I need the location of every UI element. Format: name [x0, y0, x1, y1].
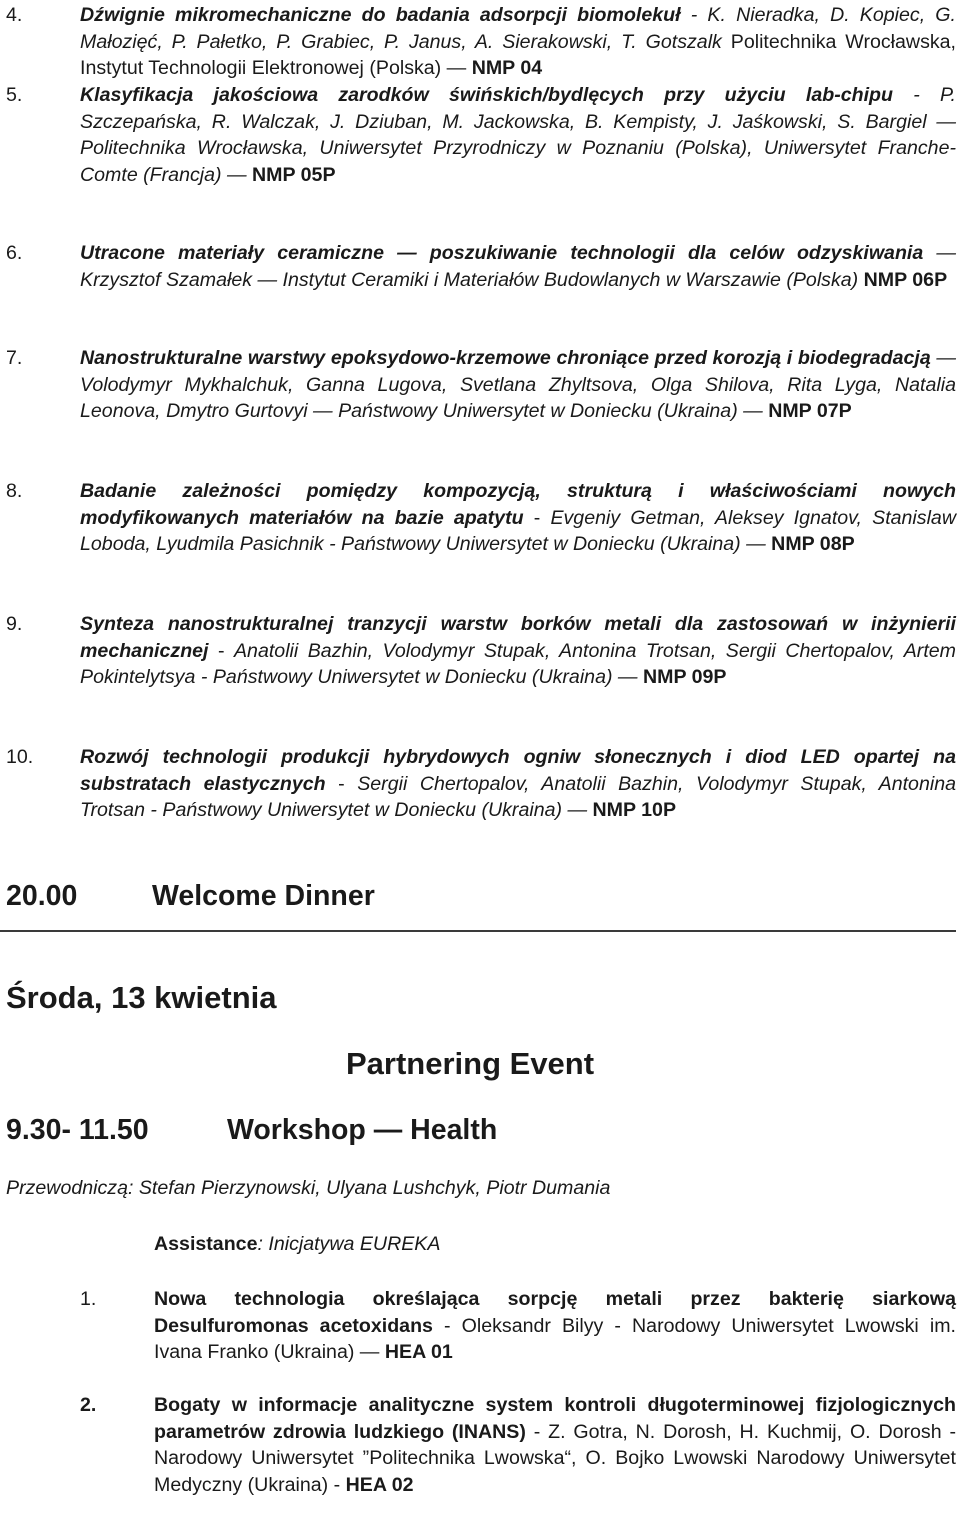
chairs-line: Przewodniczą: Stefan Pierzynowski, Ulyana Lushchyk, Piotr Dumania — [6, 1177, 611, 1199]
item-number: 5. — [6, 84, 23, 106]
item-code: HEA 01 — [384, 1341, 453, 1363]
list-item — [6, 611, 956, 691]
assistance-label: Assistance — [154, 1233, 258, 1255]
item-number: 6. — [6, 242, 23, 264]
item-affiliation: - Państwowy Uniwersytet w Doniecku (Ukraina) — — [144, 799, 593, 821]
dinner-time: 20.00 — [6, 880, 78, 912]
divider — [0, 930, 956, 932]
item-code: NMP 07P — [768, 400, 852, 422]
list-item — [6, 82, 956, 188]
item-code: NMP 10P — [592, 799, 677, 821]
dinner-label: Welcome Dinner — [152, 880, 375, 912]
item-affiliation: — Instytut Ceramiki i Materiałów Budowlanych w Warszawie (Polska) — [252, 268, 864, 291]
item-affiliation: - Państwowy Uniwersytet w Doniecku (Ukraina) — — [323, 533, 772, 555]
item-affiliation: Politechnika Wrocławska, Instytut Technologii Elektronowej (Polska) — — [80, 30, 956, 79]
item-title: Synteza nanostrukturalnej tranzycji warstw borków metali dla zastosowań w inżynierii mechanicznej — [80, 613, 956, 662]
item-code: NMP 05P — [252, 163, 336, 186]
dinner-heading — [6, 880, 375, 913]
item-number: 7. — [6, 347, 23, 369]
item-affiliation: - Państwowy Uniwersytet w Doniecku (Ukraina) — — [195, 666, 643, 688]
item-title: Nowa technologia określająca sorpcję metali przez bakterię siarkową Desulfuromonas acetoxidans — [154, 1288, 956, 1337]
assistance-line — [154, 1233, 440, 1256]
item-sep: - — [208, 639, 234, 662]
item-title: Nanostrukturalne warstwy epoksydowo-krzemowe chroniące przed korozją i biodegradacją — [80, 347, 931, 369]
item-sep: - — [680, 4, 708, 26]
item-authors: Volodymyr Mykhalchuk, Ganna Lugova, Svetlana Zhyltsova, Olga Shilova, Rita Lyga, Natalia Leonova, Dmytro Gurtovyi — [80, 373, 956, 422]
item-title: Dźwignie mikromechaniczne do badania adsorpcji biomolekuł — [80, 4, 681, 26]
list-item — [6, 240, 956, 293]
workshop-label: Workshop — Health — [227, 1114, 498, 1146]
item-authors: Sergii Chertopalov, Anatolii Bazhin, Volodymyr Stupak, Antonina Trotsan — [80, 772, 956, 821]
item-authors: Anatolii Bazhin, Volodymyr Stupak, Antonina Trotsan, Sergii Chertopalov, Artem Pokintelytsya — [80, 639, 956, 688]
list-item — [80, 1392, 956, 1498]
item-sep: - — [523, 506, 551, 529]
item-affiliation: — Państwowy Uniwersytet w Doniecku (Ukraina) — — [307, 400, 769, 422]
item-authors: Evgeniy Getman, Aleksey Ignatov, Stanislaw Loboda, Lyudmila Pasichnik — [80, 506, 956, 555]
item-title: Bogaty w informacje analityczne system kontroli długoterminowej fizjologicznych parametrów zdrowia ludzkiego (INANS) — [154, 1394, 956, 1443]
day-heading: Środa, 13 kwietnia — [6, 980, 277, 1015]
list-item — [80, 1286, 956, 1366]
item-authors: Krzysztof Szamałek — [80, 268, 253, 291]
item-details: - Z. Gotra, N. Dorosh, H. Kuchmij, O. Dorosh - Narodowy Uniwersytet ”Politechnika Lwowska“, O. Bojko Lwowski Narodowy Uniwersytet Medyczny (Ukraina) - — [154, 1420, 956, 1496]
item-sep: — — [923, 242, 956, 264]
item-number: 4. — [6, 4, 23, 26]
item-sep: — — [930, 347, 956, 369]
partnering-heading: Partnering Event — [346, 1046, 595, 1081]
item-number: 10. — [6, 746, 34, 768]
item-title: Rozwój technologii produkcji hybrydowych ogniw słonecznych i diod LED opartej na substratach elastycznych — [80, 746, 956, 795]
item-number: 8. — [6, 480, 23, 502]
item-number: 2. — [80, 1394, 97, 1416]
workshop-time: 9.30- 11.50 — [6, 1114, 149, 1146]
item-sep: - — [325, 772, 358, 795]
item-code: NMP 09P — [642, 666, 727, 688]
item-number: 1. — [80, 1288, 97, 1310]
item-number: 9. — [6, 613, 23, 635]
item-authors: P. Szczepańska, R. Walczak, J. Dziuban, M. Jackowska, B. Kempisty, J. Jaśkowski, S. Bargiel — [80, 84, 956, 133]
item-affiliation: — Politechnika Wrocławska, Uniwersytet Przyrodniczy w Poznaniu (Polska), Uniwersytet Franche-Comte (Francja) — — [80, 110, 956, 186]
item-details: - Oleksandr Bilyy - Narodowy Uniwersytet Lwowski im. Ivana Franko (Ukraina) — — [154, 1314, 956, 1363]
item-code: NMP 04 — [471, 57, 543, 79]
workshop-heading — [6, 1114, 498, 1147]
item-title: Klasyfikacja jakościowa zarodków świńskich/bydlęcych przy użyciu lab-chipu — [80, 84, 893, 106]
list-item — [6, 2, 956, 82]
item-title: Utracone materiały ceramiczne — poszukiwanie technologii dla celów odzyskiwania — [80, 242, 924, 264]
list-item — [6, 744, 956, 824]
item-sep: - — [892, 84, 940, 106]
assistance-value: : Inicjatywa EUREKA — [257, 1233, 441, 1255]
item-code: NMP 08P — [771, 533, 855, 555]
list-item — [6, 478, 956, 558]
item-code: HEA 02 — [345, 1473, 414, 1496]
item-title: Badanie zależności pomiędzy kompozycją, strukturą i właściwościami nowych modyfikowanych materiałów na bazie apatytu — [80, 480, 956, 529]
list-item — [6, 345, 956, 425]
item-authors: K. Nieradka, D. Kopiec, G. Małozięć, P. Pałetko, P. Grabiec, P. Janus, A. Sierakowski, T. Gotszalk — [80, 4, 956, 53]
item-code: NMP 06P — [863, 268, 948, 291]
